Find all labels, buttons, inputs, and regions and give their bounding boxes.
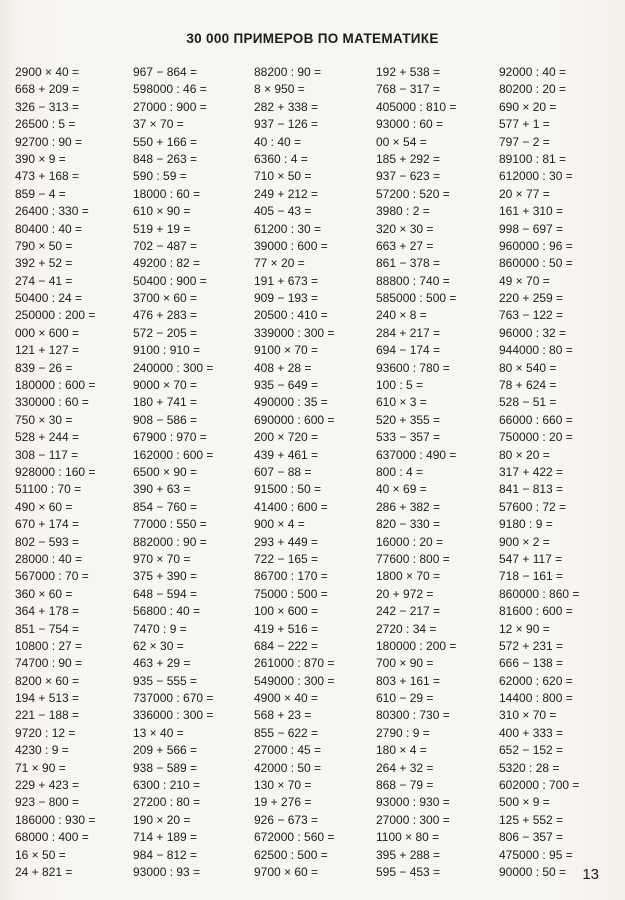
- math-exercise: 806 − 357 =: [499, 830, 564, 845]
- math-exercise: 250000 : 200 =: [15, 308, 96, 323]
- math-exercise: 670 + 174 =: [15, 517, 80, 532]
- math-exercise: 282 + 338 =: [254, 99, 319, 114]
- math-exercise: 130 × 70 =: [254, 778, 312, 793]
- math-exercise: 41400 : 600 =: [254, 499, 328, 514]
- math-exercise: 240000 : 300 =: [133, 360, 214, 375]
- math-exercise: 839 − 26 =: [15, 360, 73, 375]
- math-exercise: 180000 : 200 =: [376, 638, 457, 653]
- math-exercise: 26500 : 5 =: [15, 117, 76, 132]
- math-exercise: 67900 : 970 =: [133, 430, 207, 445]
- math-exercise: 200 × 720 =: [254, 430, 319, 445]
- math-exercise: 763 − 122 =: [499, 308, 564, 323]
- math-exercise: 567000 : 70 =: [15, 569, 89, 584]
- math-exercise: 16 × 50 =: [15, 847, 66, 862]
- math-exercise: 998 − 697 =: [499, 221, 564, 236]
- math-exercise: 74700 : 90 =: [15, 656, 83, 671]
- math-exercise: 62 × 30 =: [133, 638, 184, 653]
- math-exercise: 4230 : 9 =: [15, 743, 69, 758]
- math-exercise: 802 − 593 =: [15, 534, 80, 549]
- math-exercise: 26400 : 330 =: [15, 204, 89, 219]
- math-exercise: 13 × 40 =: [133, 725, 184, 740]
- math-exercise: 10800 : 27 =: [15, 638, 83, 653]
- math-exercise: 908 − 586 =: [133, 412, 198, 427]
- math-exercise: 71 × 90 =: [15, 760, 66, 775]
- math-exercise: 602000 : 700 =: [499, 778, 580, 793]
- page-title: 30 000 ПРИМЕРОВ ПО МАТЕМАТИКЕ: [186, 31, 439, 46]
- math-exercise: 2900 × 40 =: [15, 65, 80, 79]
- math-exercise: 162000 : 600 =: [133, 447, 214, 462]
- math-exercise: 797 − 2 =: [499, 134, 550, 149]
- math-exercise: 1800 × 70 =: [376, 569, 441, 584]
- math-exercise: 882000 : 90 =: [133, 534, 207, 549]
- math-exercise: 274 − 41 =: [15, 273, 73, 288]
- math-exercise: 121 + 127 =: [15, 343, 80, 358]
- math-exercise: 28000 : 40 =: [15, 551, 83, 566]
- math-exercise: 860000 : 50 =: [499, 256, 573, 271]
- math-exercise: 547 + 117 =: [499, 551, 563, 566]
- math-exercise: 960000 : 96 =: [499, 238, 573, 253]
- math-exercise: 50400 : 24 =: [15, 291, 83, 306]
- math-exercise: 326 − 313 =: [15, 99, 80, 114]
- math-exercise: 186000 : 930 =: [15, 812, 96, 827]
- math-exercise: 88800 : 740 =: [376, 273, 450, 288]
- math-exercise: 80300 : 730 =: [376, 708, 450, 723]
- math-exercise: 490 × 60 =: [15, 499, 73, 514]
- math-exercise: 66000 : 660 =: [499, 412, 573, 427]
- math-exercise: 2720 : 34 =: [376, 621, 437, 636]
- math-exercise: 700 × 90 =: [376, 656, 434, 671]
- math-exercise: 185 + 292 =: [376, 151, 441, 166]
- math-exercise: 737000 : 670 =: [133, 691, 214, 706]
- exercise-column-1: [15, 64, 133, 881]
- math-exercise: 284 + 217 =: [376, 325, 441, 340]
- math-exercise: 6500 × 90 =: [133, 464, 198, 479]
- math-exercise: 191 + 673 =: [254, 273, 319, 288]
- math-exercise: 923 − 800 =: [15, 795, 80, 810]
- math-exercise: 595 − 453 =: [376, 864, 441, 879]
- math-exercise: 750000 : 20 =: [499, 430, 573, 445]
- math-exercise: 220 + 259 =: [499, 291, 564, 306]
- math-exercise: 528 + 244 =: [15, 430, 80, 445]
- math-exercise: 62000 : 620 =: [499, 673, 573, 688]
- math-exercise: 937 − 126 =: [254, 117, 319, 132]
- math-exercise: 180000 : 600 =: [15, 378, 96, 393]
- math-exercise: 935 − 555 =: [133, 673, 198, 688]
- math-exercise: 56800 : 40 =: [133, 604, 201, 619]
- math-exercise: 702 − 487 =: [133, 238, 198, 253]
- math-exercise: 264 + 32 =: [376, 760, 434, 775]
- math-exercise: 750 × 30 =: [15, 412, 73, 427]
- math-exercise: 718 − 161 =: [499, 569, 564, 584]
- math-exercise: 666 − 138 =: [499, 656, 564, 671]
- math-exercise: 408 + 28 =: [254, 360, 312, 375]
- math-exercise: 984 − 812 =: [133, 847, 198, 862]
- math-exercise: 20 × 77 =: [499, 186, 550, 201]
- math-exercise: 768 − 317 =: [376, 82, 441, 97]
- math-exercise: 100 : 5 =: [376, 378, 424, 393]
- math-exercise: 180 + 741 =: [133, 395, 198, 410]
- math-exercise: 9100 × 70 =: [254, 343, 319, 358]
- math-exercise: 572 − 205 =: [133, 325, 198, 340]
- math-exercise: 42000 : 50 =: [254, 760, 322, 775]
- math-exercise: 1100 × 80 =: [376, 830, 440, 845]
- math-exercise: 861 − 378 =: [376, 256, 441, 271]
- math-exercise: 80200 : 20 =: [499, 82, 567, 97]
- math-exercise: 967 − 864 =: [133, 65, 198, 79]
- math-exercise: 900 × 4 =: [254, 517, 305, 532]
- math-exercise: 286 + 382 =: [376, 499, 441, 514]
- math-exercise: 93600 : 780 =: [376, 360, 450, 375]
- math-exercise: 690000 : 600 =: [254, 412, 335, 427]
- math-exercise: 27000 : 900 =: [133, 99, 207, 114]
- page-number: 13: [582, 866, 599, 883]
- math-exercise: 93000 : 93 =: [133, 864, 201, 879]
- math-exercise: 463 + 29 =: [133, 656, 191, 671]
- math-exercise: 690 × 20 =: [499, 99, 557, 114]
- math-exercise: 27000 : 300 =: [376, 812, 450, 827]
- math-exercise: 473 + 168 =: [15, 169, 80, 184]
- math-exercise: 854 − 760 =: [133, 499, 198, 514]
- exercise-column-5: [499, 64, 617, 881]
- math-exercise: 612000 : 30 =: [499, 169, 573, 184]
- math-exercise: 19 + 276 =: [254, 795, 312, 810]
- math-exercise: 648 − 594 =: [133, 586, 198, 601]
- math-exercise: 9720 : 12 =: [15, 725, 76, 740]
- math-exercise: 909 − 193 =: [254, 291, 319, 306]
- math-exercise: 928000 : 160 =: [15, 464, 96, 479]
- math-exercise: 61200 : 30 =: [254, 221, 322, 236]
- math-exercise: 20 + 972 =: [376, 586, 434, 601]
- math-exercise: 5320 : 28 =: [499, 760, 560, 775]
- math-exercise: 92700 : 90 =: [15, 134, 83, 149]
- math-exercise: 9180 : 9 =: [499, 517, 553, 532]
- math-exercise: 500 × 9 =: [499, 795, 550, 810]
- math-exercise: 308 − 117 =: [15, 447, 79, 462]
- math-exercise: 80400 : 40 =: [15, 221, 83, 236]
- math-exercise: 684 − 222 =: [254, 638, 319, 653]
- math-exercise: 577 + 1 =: [499, 117, 550, 132]
- math-exercise: 16000 : 20 =: [376, 534, 444, 549]
- math-exercise: 242 − 217 =: [376, 604, 441, 619]
- math-exercise: 800 : 4 =: [376, 464, 424, 479]
- math-exercise: 520 + 355 =: [376, 412, 441, 427]
- math-exercise: 221 − 188 =: [15, 708, 80, 723]
- math-exercise: 400 + 333 =: [499, 725, 564, 740]
- math-exercise: 714 + 189 =: [133, 830, 198, 845]
- math-exercise: 405000 : 810 =: [376, 99, 457, 114]
- math-exercise: 476 + 283 =: [133, 308, 198, 323]
- math-exercise: 663 + 27 =: [376, 238, 434, 253]
- math-exercise: 320 × 30 =: [376, 221, 434, 236]
- math-exercise: 27200 : 80 =: [133, 795, 201, 810]
- math-exercise: 209 + 566 =: [133, 743, 198, 758]
- math-exercise: 88200 : 90 =: [254, 65, 322, 79]
- math-exercise: 550 + 166 =: [133, 134, 198, 149]
- math-exercise: 9000 × 70 =: [133, 378, 198, 393]
- math-exercise: 80 × 20 =: [499, 447, 550, 462]
- exercise-column-3: [254, 64, 372, 881]
- math-exercise: 528 − 51 =: [499, 395, 557, 410]
- math-exercise: 3980 : 2 =: [376, 204, 430, 219]
- math-exercise: 62500 : 500 =: [254, 847, 328, 862]
- math-exercise: 40 × 69 =: [376, 482, 427, 497]
- math-exercise: 75000 : 500 =: [254, 586, 328, 601]
- math-exercise: 37 × 70 =: [133, 117, 184, 132]
- math-exercise: 568 + 23 =: [254, 708, 312, 723]
- math-exercise: 39000 : 600 =: [254, 238, 328, 253]
- math-exercise: 249 + 212 =: [254, 186, 319, 201]
- math-exercise: 194 + 513 =: [15, 691, 80, 706]
- math-exercise: 9700 × 60 =: [254, 864, 319, 879]
- math-exercise: 364 + 178 =: [15, 604, 80, 619]
- math-exercise: 475000 : 95 =: [499, 847, 573, 862]
- math-exercise: 192 + 538 =: [376, 65, 441, 79]
- math-exercise: 68000 : 400 =: [15, 830, 89, 845]
- math-exercise: 24 + 821 =: [15, 864, 73, 879]
- math-exercise: 710 × 50 =: [254, 169, 312, 184]
- math-exercise: 439 + 461 =: [254, 447, 319, 462]
- math-exercise: 78 + 624 =: [499, 378, 557, 393]
- math-exercise: 000 × 600 =: [15, 325, 80, 340]
- math-exercise: 533 − 357 =: [376, 430, 441, 445]
- math-exercise: 310 × 70 =: [499, 708, 557, 723]
- math-exercise: 855 − 622 =: [254, 725, 319, 740]
- math-exercise: 336000 : 300 =: [133, 708, 214, 723]
- math-exercise: 293 + 449 =: [254, 534, 319, 549]
- math-exercise: 549000 : 300 =: [254, 673, 335, 688]
- math-exercise: 937 − 623 =: [376, 169, 441, 184]
- exercise-column-2: [133, 64, 251, 881]
- math-exercise: 339000 : 300 =: [254, 325, 335, 340]
- math-exercise: 49 × 70 =: [499, 273, 550, 288]
- math-exercise: 590 : 59 =: [133, 169, 187, 184]
- math-exercise: 841 − 813 =: [499, 482, 564, 497]
- math-exercise: 4900 × 40 =: [254, 691, 319, 706]
- math-exercise: 00 × 54 =: [376, 134, 427, 149]
- math-exercise: 944000 : 80 =: [499, 343, 573, 358]
- math-exercise: 89100 : 81 =: [499, 151, 567, 166]
- math-exercise: 18000 : 60 =: [133, 186, 201, 201]
- math-exercise: 405 − 43 =: [254, 204, 312, 219]
- math-exercise: 610 × 90 =: [133, 204, 191, 219]
- math-exercise: 375 + 390 =: [133, 569, 198, 584]
- math-exercise: 2790 : 9 =: [376, 725, 430, 740]
- math-exercise: 93000 : 60 =: [376, 117, 444, 132]
- exercise-columns: [0, 64, 625, 879]
- math-exercise: 14400 : 800 =: [499, 691, 573, 706]
- math-exercise: 637000 : 490 =: [376, 447, 457, 462]
- math-exercise: 419 + 516 =: [254, 621, 319, 636]
- math-exercise: 610 × 3 =: [376, 395, 427, 410]
- math-exercise: 668 + 209 =: [15, 82, 80, 97]
- math-exercise: 125 + 552 =: [499, 812, 564, 827]
- math-exercise: 935 − 649 =: [254, 378, 319, 393]
- math-exercise: 848 − 263 =: [133, 151, 198, 166]
- math-exercise: 672000 : 560 =: [254, 830, 335, 845]
- exercise-column-4: [376, 64, 494, 881]
- math-exercise: 57600 : 72 =: [499, 499, 567, 514]
- math-exercise: 722 − 165 =: [254, 551, 319, 566]
- math-exercise: 190 × 20 =: [133, 812, 191, 827]
- math-exercise: 926 − 673 =: [254, 812, 319, 827]
- math-exercise: 317 + 422 =: [499, 464, 564, 479]
- math-exercise: 8200 × 60 =: [15, 673, 80, 688]
- math-exercise: 50400 : 900 =: [133, 273, 207, 288]
- math-exercise: 860000 : 860 =: [499, 586, 580, 601]
- math-exercise: 57200 : 520 =: [376, 186, 450, 201]
- math-exercise: 161 + 310 =: [499, 204, 564, 219]
- math-exercise: 12 × 90 =: [499, 621, 550, 636]
- math-exercise: 490000 : 35 =: [254, 395, 328, 410]
- math-exercise: 90000 : 50 =: [499, 864, 567, 879]
- math-exercise: 938 − 589 =: [133, 760, 198, 775]
- math-exercise: 8 × 950 =: [254, 82, 305, 97]
- math-exercise: 80 × 540 =: [499, 360, 557, 375]
- math-exercise: 93000 : 930 =: [376, 795, 450, 810]
- math-exercise: 240 × 8 =: [376, 308, 427, 323]
- math-exercise: 3700 × 60 =: [133, 291, 198, 306]
- math-exercise: 330000 : 60 =: [15, 395, 89, 410]
- math-exercise: 77600 : 800 =: [376, 551, 450, 566]
- math-exercise: 970 × 70 =: [133, 551, 191, 566]
- math-exercise: 395 + 288 =: [376, 847, 441, 862]
- math-exercise: 86700 : 170 =: [254, 569, 328, 584]
- math-exercise: 96000 : 32 =: [499, 325, 567, 340]
- math-exercise: 390 × 9 =: [15, 151, 66, 166]
- math-exercise: 598000 : 46 =: [133, 82, 207, 97]
- math-exercise: 900 × 2 =: [499, 534, 550, 549]
- math-exercise: 229 + 423 =: [15, 778, 80, 793]
- math-exercise: 790 × 50 =: [15, 238, 73, 253]
- math-exercise: 859 − 4 =: [15, 186, 66, 201]
- math-exercise: 572 + 231 =: [499, 638, 564, 653]
- math-exercise: 51100 : 70 =: [15, 482, 82, 497]
- math-exercise: 40 : 40 =: [254, 134, 302, 149]
- math-exercise: 20500 : 410 =: [254, 308, 328, 323]
- math-exercise: 610 − 29 =: [376, 691, 434, 706]
- math-exercise: 6360 : 4 =: [254, 151, 308, 166]
- math-exercise: 519 + 19 =: [133, 221, 191, 236]
- math-exercise: 820 − 330 =: [376, 517, 441, 532]
- math-exercise: 392 + 52 =: [15, 256, 73, 271]
- math-exercise: 77000 : 550 =: [133, 517, 207, 532]
- math-exercise: 180 × 4 =: [376, 743, 427, 758]
- math-exercise: 868 − 79 =: [376, 778, 434, 793]
- math-exercise: 390 + 63 =: [133, 482, 191, 497]
- math-exercise: 803 + 161 =: [376, 673, 441, 688]
- math-exercise: 49200 : 82 =: [133, 256, 201, 271]
- math-exercise: 81600 : 600 =: [499, 604, 573, 619]
- math-exercise: 694 − 174 =: [376, 343, 441, 358]
- math-exercise: 7470 : 9 =: [133, 621, 187, 636]
- math-exercise: 261000 : 870 =: [254, 656, 335, 671]
- math-exercise: 92000 : 40 =: [499, 65, 567, 79]
- math-exercise: 607 − 88 =: [254, 464, 312, 479]
- math-exercise: 9100 : 910 =: [133, 343, 201, 358]
- math-exercise: 100 × 600 =: [254, 604, 319, 619]
- math-exercise: 77 × 20 =: [254, 256, 305, 271]
- math-exercise: 6300 : 210 =: [133, 778, 201, 793]
- math-exercise: 652 − 152 =: [499, 743, 564, 758]
- math-exercise: 585000 : 500 =: [376, 291, 457, 306]
- math-exercise: 91500 : 50 =: [254, 482, 322, 497]
- math-exercise: 360 × 60 =: [15, 586, 73, 601]
- math-exercise: 27000 : 45 =: [254, 743, 322, 758]
- math-exercise: 851 − 754 =: [15, 621, 80, 636]
